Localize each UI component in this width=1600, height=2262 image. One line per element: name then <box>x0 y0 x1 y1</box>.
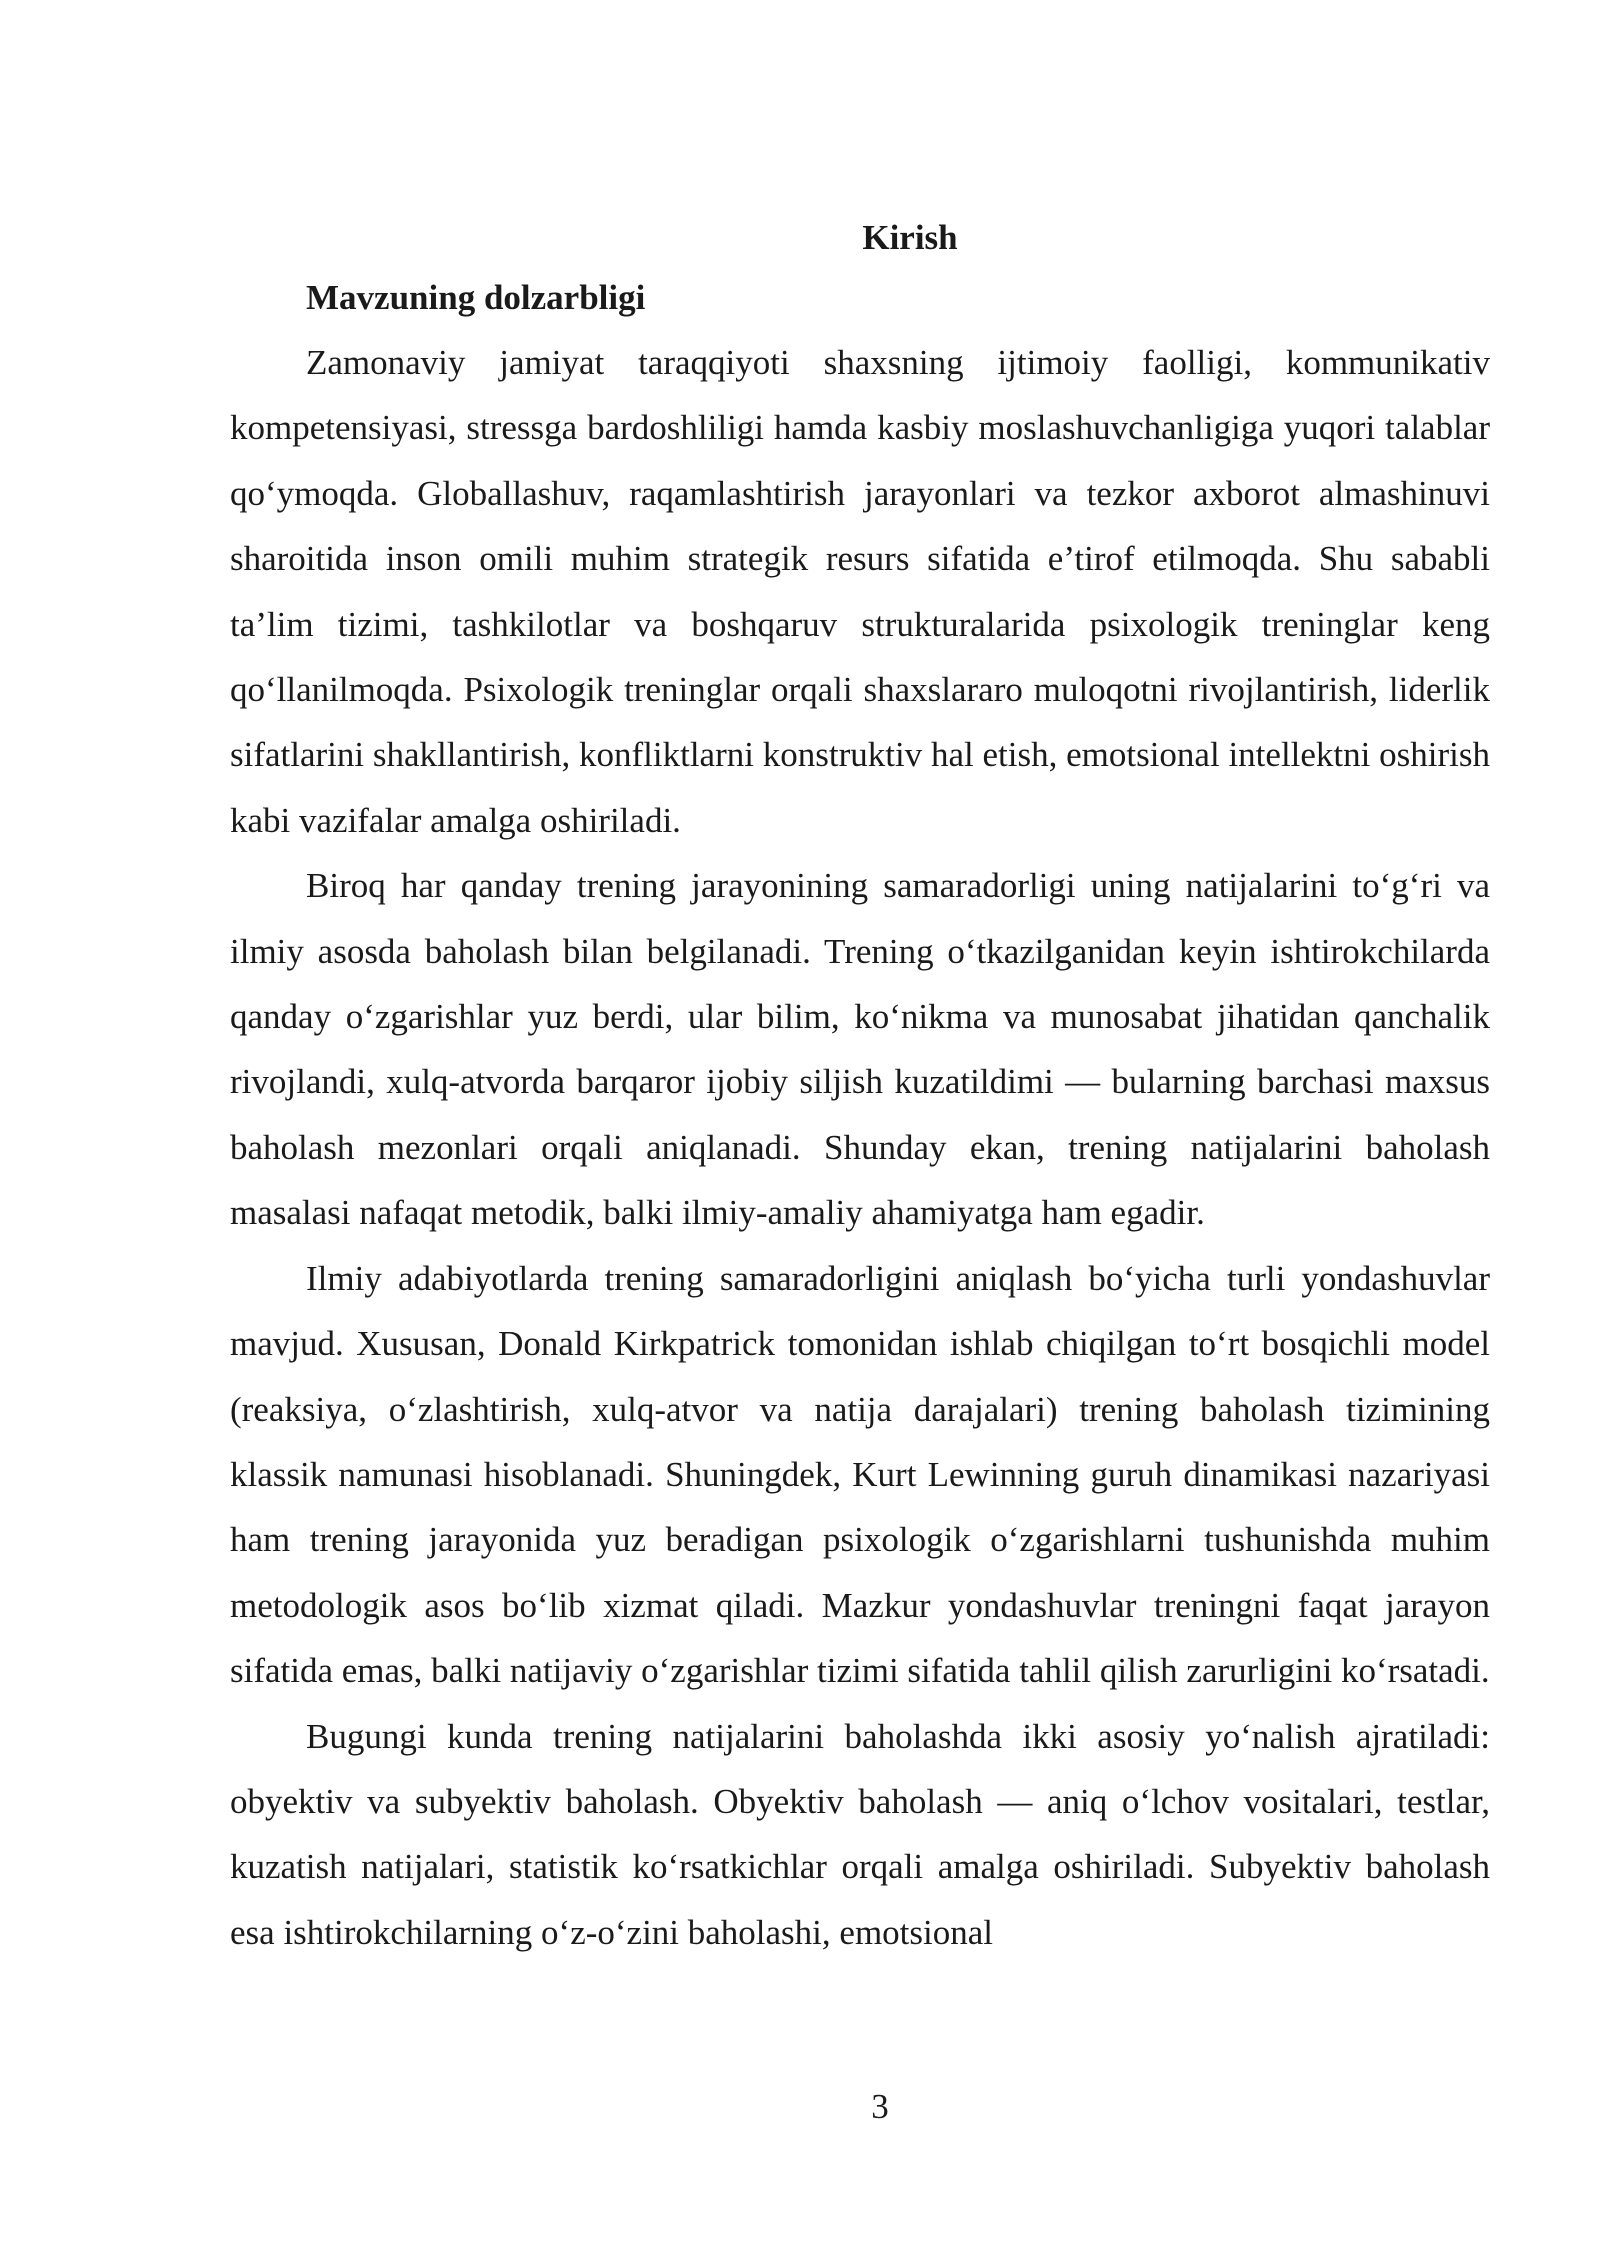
page-content <box>230 210 1490 1965</box>
page-number: 3 <box>871 2087 889 2126</box>
paragraph-2: Biroq har qanday trening jarayonining samaradorligi uning natijalarini to‘g‘ri va ilmiy asosda baholash bilan belgilanadi. Trening o‘tkazilganidan keyin ishtirokchilarda qanday o‘zgarishlar yuz berdi, ular bilim, ko‘nikma va munosabat jihatidan qanchalik rivojlandi, xulq-atvorda barqaror ijobiy siljish kuzatildimi — bularning barchasi maxsus baholash mezonlari orqali aniqlanadi. Shunday ekan, trening natijalarini baholash masalasi nafaqat metodik, balki ilmiy-amaliy ahamiyatga ham egadir. <box>230 866 1490 1233</box>
section-heading: Mavzuning dolzarbligi <box>306 278 646 317</box>
paragraph-1: Zamonaviy jamiyat taraqqiyoti shaxsning ijtimoiy faolligi, kommunikativ kompetensiyasi, stressga bardoshliligi hamda kasbiy moslashuvchanligiga yuqori talablar qo‘ymoqda. Globallashuv, raqamlashtirish jarayonlari va tezkor axborot almashinuvi sharoitida inson omili muhim strategik resurs sifatida e’tirof etilmoqda. Shu sababli ta’lim tizimi, tashkilotlar va boshqaruv strukturalarida psixologik treninglar keng qo‘llanilmoqda. Psixologik treninglar orqali shaxslararo muloqotni rivojlantirish, liderlik sifatlarini shakllantirish, konfliktlarni konstruktiv hal etish, emotsional intellektni oshirish kabi vazifalar amalga oshiriladi. <box>230 343 1490 840</box>
paragraph-4: Bugungi kunda trening natijalarini baholashda ikki asosiy yo‘nalish ajratiladi: obyektiv va subyektiv baholash. Obyektiv baholash — aniq o‘lchov vositalari, testlar, kuzatish natijalari, statistik ko‘rsatkichlar orqali amalga oshiriladi. Subyektiv baholash esa ishtirokchilarning o‘z-o‘zini baholashi, emotsional <box>230 1716 1490 1952</box>
page-title: Kirish <box>862 218 958 257</box>
paragraph-3: Ilmiy adabiyotlarda trening samaradorligini aniqlash bo‘yicha turli yondashuvlar mavjud. Xususan, Donald Kirkpatrick tomonidan ishlab chiqilgan to‘rt bosqichli model (reaksiya, o‘zlashtirish, xulq-atvor va natija darajalari) trening baholash tizimining klassik namunasi hisoblanadi. Shuningdek, Kurt Lewinning guruh dinamikasi nazariyasi ham trening jarayonida yuz beradigan psixologik o‘zgarishlarni tushunishda muhim metodologik asos bo‘lib xizmat qiladi. Mazkur yondashuvlar treningni faqat jarayon sifatida emas, balki natijaviy o‘zgarishlar tizimi sifatida tahlil qilish zarurligini ko‘rsatadi. <box>230 1258 1490 1691</box>
